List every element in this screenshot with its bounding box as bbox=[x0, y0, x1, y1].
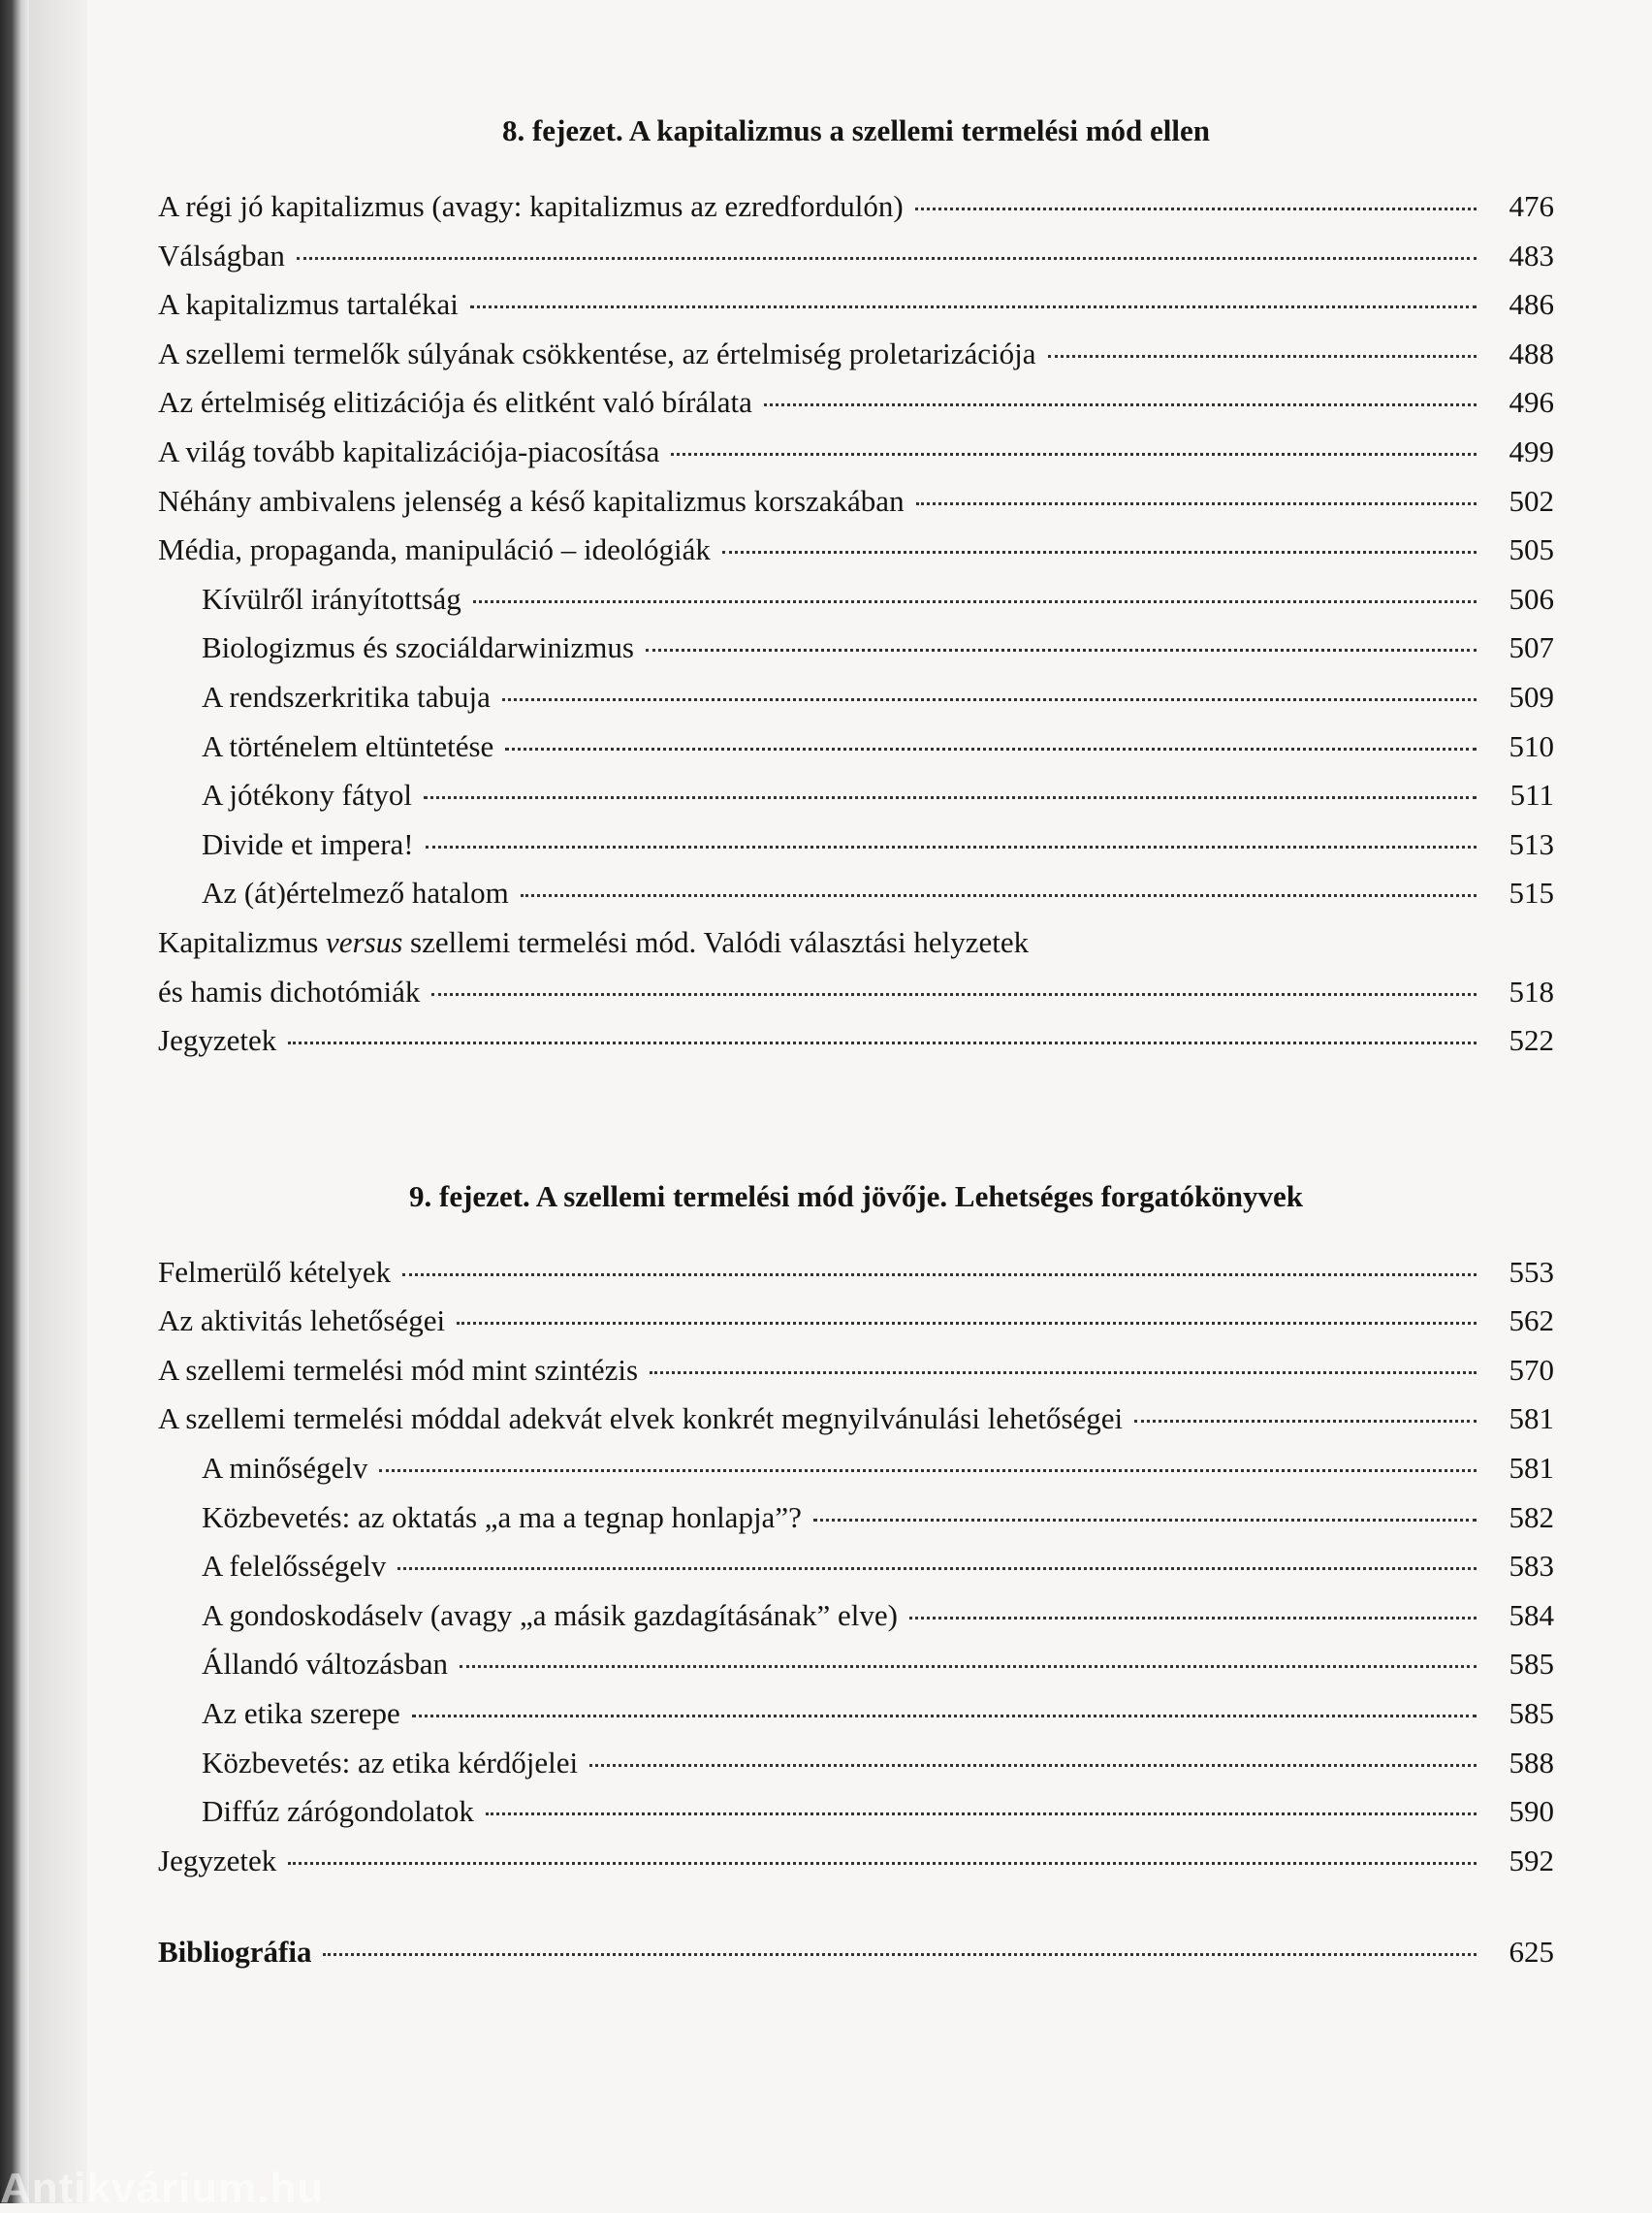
toc-entry-page: 553 bbox=[1509, 1254, 1554, 1289]
toc-entry-notes bbox=[158, 1016, 1554, 1066]
dot-leader bbox=[916, 502, 1477, 505]
toc-entry-label: A történelem eltüntetése bbox=[202, 728, 494, 763]
toc-subentry bbox=[158, 1444, 1554, 1493]
toc-entry-page: 507 bbox=[1509, 630, 1554, 665]
toc-entry-page: 581 bbox=[1509, 1401, 1554, 1436]
dot-leader bbox=[297, 257, 1477, 260]
toc-entry-label: Jegyzetek bbox=[158, 1023, 277, 1058]
dot-leader bbox=[426, 846, 1477, 849]
toc-entry bbox=[158, 526, 1554, 575]
toc-subentry bbox=[158, 820, 1554, 870]
toc-entry-label: A kapitalizmus tartalékai bbox=[158, 287, 459, 322]
dot-leader bbox=[473, 600, 1477, 603]
toc-entry-page: 518 bbox=[1509, 974, 1554, 1009]
toc-entry-page: 511 bbox=[1509, 778, 1554, 813]
toc-entry-page: 505 bbox=[1509, 532, 1554, 567]
toc-entry-notes bbox=[158, 1837, 1554, 1886]
chapter-9-title: 9. fejezet. A szellemi termelési mód jövője. Lehetséges forgatókönyvek bbox=[409, 1178, 1303, 1213]
section-gap bbox=[158, 1066, 1554, 1172]
toc-entry-label: A szellemi termelési móddal adekvát elvek konkrét megnyilvánulási lehetőségei bbox=[158, 1401, 1124, 1436]
toc-entry-label: Válságban bbox=[158, 238, 285, 273]
toc-entry-versus-line2 bbox=[158, 968, 1554, 1017]
toc-entry-page: 581 bbox=[1509, 1451, 1554, 1486]
toc-entry-page: 499 bbox=[1509, 433, 1554, 468]
dot-leader bbox=[1134, 1420, 1477, 1423]
toc-subentry bbox=[158, 624, 1554, 673]
dot-leader bbox=[909, 1617, 1477, 1620]
toc-entry-page: 486 bbox=[1509, 287, 1554, 322]
toc-entry bbox=[158, 378, 1554, 428]
watermark-logo: Antikvárium.hu bbox=[0, 2165, 325, 2212]
toc-entry-page: 570 bbox=[1509, 1352, 1554, 1387]
dot-leader bbox=[470, 305, 1477, 308]
toc-entry-label: Közbevetés: az etika kérdőjelei bbox=[202, 1745, 579, 1780]
toc-subentry bbox=[158, 1542, 1554, 1591]
dot-leader bbox=[379, 1469, 1477, 1472]
dot-leader bbox=[424, 796, 1477, 799]
chapter-8-entries bbox=[158, 182, 1554, 1066]
toc-subentry bbox=[158, 869, 1554, 918]
chapter-9-entries bbox=[158, 1248, 1554, 1886]
label-emphasis: versus bbox=[326, 924, 403, 959]
dot-leader bbox=[671, 453, 1477, 456]
toc-entry-label: A rendszerkritika tabuja bbox=[202, 679, 491, 714]
toc-entry-page: 510 bbox=[1509, 728, 1554, 763]
toc-entry-page: 582 bbox=[1509, 1499, 1554, 1534]
dot-leader bbox=[813, 1519, 1477, 1522]
dot-leader bbox=[288, 1042, 1477, 1044]
toc-entry-label: Bibliográfia bbox=[158, 1935, 312, 1970]
toc-entry-label: és hamis dichotómiák bbox=[158, 974, 421, 1009]
toc-entry-label: Az aktivitás lehetőségei bbox=[158, 1303, 446, 1338]
toc-entry-page: 488 bbox=[1509, 336, 1554, 370]
toc-entry-page: 502 bbox=[1509, 483, 1554, 518]
toc-subentry bbox=[158, 771, 1554, 820]
toc-entry-label: A jótékony fátyol bbox=[202, 778, 412, 813]
toc-entry bbox=[158, 232, 1554, 281]
dot-leader bbox=[502, 698, 1477, 701]
toc-entry-label: Média, propaganda, manipuláció – ideológiák bbox=[158, 532, 711, 567]
toc-entry-page: 562 bbox=[1509, 1303, 1554, 1338]
label-part: Kapitalizmus bbox=[158, 924, 327, 959]
toc-entry-page: 506 bbox=[1509, 581, 1554, 616]
toc-entry-label: Kívülről irányítottság bbox=[202, 581, 461, 616]
toc-entry-label: A szellemi termelők súlyának csökkentése, az értelmiség proletarizációja bbox=[158, 336, 1036, 370]
toc-entry-label: Divide et impera! bbox=[202, 826, 414, 861]
toc-entry-page: 476 bbox=[1509, 189, 1554, 223]
toc-entry bbox=[158, 330, 1554, 379]
dot-leader bbox=[505, 748, 1477, 751]
toc-entry bbox=[158, 1346, 1554, 1395]
dot-leader bbox=[412, 1715, 1477, 1717]
dot-leader bbox=[915, 208, 1477, 210]
toc-entry-label bbox=[158, 918, 1029, 967]
toc-entry-label: Biologizmus és szociáldarwinizmus bbox=[202, 630, 634, 665]
toc-subentry bbox=[158, 575, 1554, 625]
toc-entry-page: 522 bbox=[1509, 1023, 1554, 1058]
toc-entry bbox=[158, 428, 1554, 477]
label-part: szellemi termelési mód. Valódi választási helyzetek bbox=[402, 924, 1030, 959]
toc-subentry bbox=[158, 1493, 1554, 1543]
toc-entry-bibliography bbox=[158, 1928, 1554, 1977]
toc-entry bbox=[158, 477, 1554, 527]
toc-entry-label: Az értelmiség elitizációja és elitként való bírálata bbox=[158, 385, 752, 420]
dot-leader bbox=[402, 1273, 1477, 1276]
toc-entry bbox=[158, 280, 1554, 330]
toc-entry-label: Közbevetés: az oktatás „a ma a tegnap honlapja”? bbox=[202, 1499, 802, 1534]
dot-leader bbox=[323, 1953, 1477, 1956]
toc-entry-label: A szellemi termelési mód mint szintézis bbox=[158, 1352, 639, 1387]
toc-entry-page: 515 bbox=[1509, 876, 1554, 911]
toc-entry-label: Az (át)értelmező hatalom bbox=[202, 876, 509, 911]
toc-entry-label: Az etika szerepe bbox=[202, 1696, 400, 1731]
dot-leader bbox=[521, 894, 1477, 897]
book-binding bbox=[0, 0, 29, 2203]
toc-entry bbox=[158, 1248, 1554, 1298]
dot-leader bbox=[650, 1371, 1477, 1374]
toc-entry-page: 588 bbox=[1509, 1745, 1554, 1780]
dot-leader bbox=[457, 1322, 1477, 1325]
dot-leader bbox=[397, 1567, 1477, 1570]
toc-subentry bbox=[158, 1640, 1554, 1689]
dot-leader bbox=[589, 1764, 1477, 1767]
toc-entry-page: 496 bbox=[1509, 385, 1554, 420]
dot-leader bbox=[460, 1665, 1477, 1668]
toc-subentry bbox=[158, 1787, 1554, 1837]
toc-entry bbox=[158, 182, 1554, 232]
page-gutter bbox=[29, 0, 87, 2203]
toc-entry-label: Állandó változásban bbox=[202, 1647, 448, 1682]
toc-entry-label: A minőségelv bbox=[202, 1451, 368, 1486]
toc-entry-page: 625 bbox=[1509, 1935, 1554, 1970]
dot-leader bbox=[646, 649, 1477, 652]
toc-entry-page: 585 bbox=[1509, 1647, 1554, 1682]
toc-entry-label: A világ tovább kapitalizációja-piacosítása bbox=[158, 433, 660, 468]
dot-leader bbox=[764, 403, 1477, 406]
toc-entry-page: 483 bbox=[1509, 238, 1554, 273]
toc-entry-page: 509 bbox=[1509, 679, 1554, 714]
toc-subentry bbox=[158, 1739, 1554, 1788]
toc-entry-page: 513 bbox=[1509, 826, 1554, 861]
dot-leader bbox=[1048, 355, 1477, 358]
dot-leader bbox=[288, 1862, 1477, 1865]
toc-entry bbox=[158, 1395, 1554, 1444]
toc-entry-page: 592 bbox=[1509, 1843, 1554, 1877]
toc-subentry bbox=[158, 1689, 1554, 1739]
toc-entry-label: Jegyzetek bbox=[158, 1843, 277, 1877]
toc-entry-label: Diffúz zárógondolatok bbox=[202, 1794, 474, 1829]
dot-leader bbox=[431, 993, 1477, 996]
toc-entry-label: Felmerülő kételyek bbox=[158, 1254, 392, 1289]
toc-entry-label: A felelősségelv bbox=[202, 1549, 387, 1584]
toc-subentry bbox=[158, 722, 1554, 772]
toc-entry-label: Néhány ambivalens jelenség a késő kapitalizmus korszakában bbox=[158, 483, 905, 518]
toc-entry-page: 584 bbox=[1509, 1597, 1554, 1632]
toc-entry bbox=[158, 1297, 1554, 1346]
toc-entry-page: 585 bbox=[1509, 1696, 1554, 1731]
dot-leader bbox=[486, 1812, 1477, 1815]
toc-entry-label: A régi jó kapitalizmus (avagy: kapitalizmus az ezredfordulón) bbox=[158, 189, 904, 223]
toc-entry-versus-line1 bbox=[158, 918, 1554, 968]
toc-subentry bbox=[158, 1591, 1554, 1641]
toc-subentry bbox=[158, 673, 1554, 722]
dot-leader bbox=[722, 551, 1477, 554]
toc-entry-label: A gondoskodáselv (avagy „a másik gazdagításának” elve) bbox=[202, 1597, 898, 1632]
toc-entry-page: 590 bbox=[1509, 1794, 1554, 1829]
table-of-contents-page bbox=[158, 107, 1554, 1977]
chapter-8-title: 8. fejezet. A kapitalizmus a szellemi termelési mód ellen bbox=[501, 113, 1211, 147]
toc-entry-page: 583 bbox=[1509, 1549, 1554, 1584]
